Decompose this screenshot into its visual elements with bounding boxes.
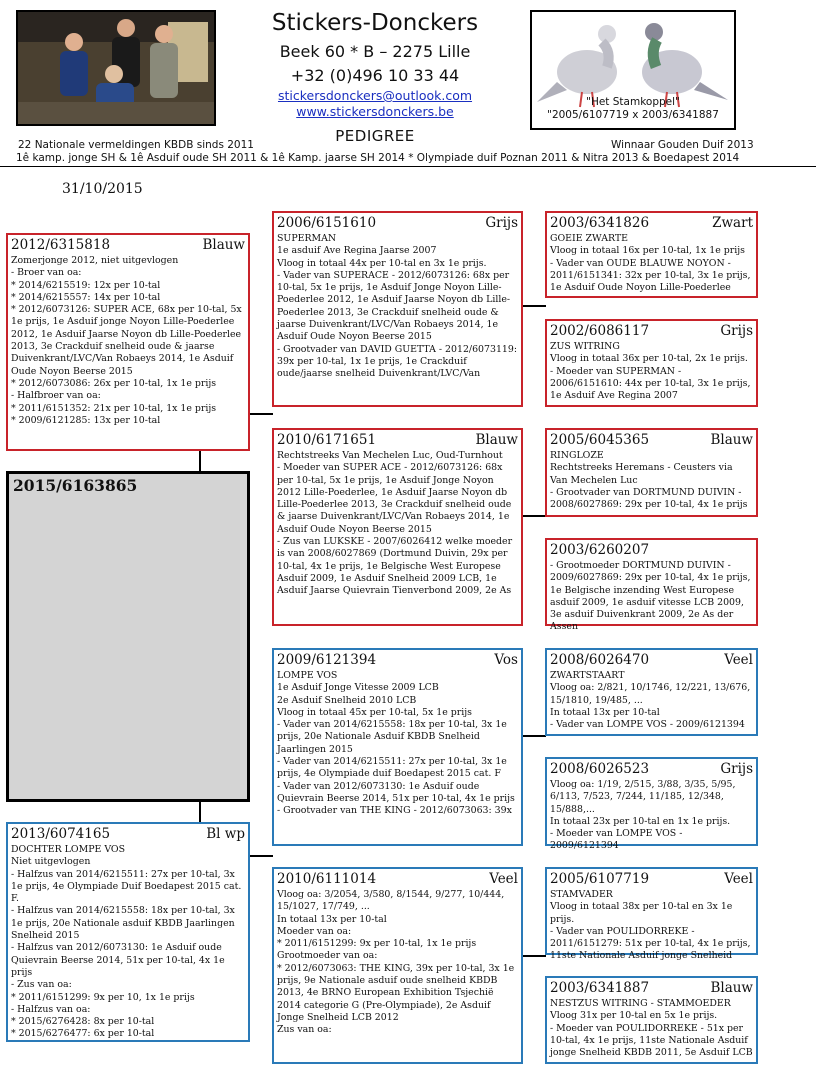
card-line: * 2014/6215557: 14x per 10-tal: [11, 291, 161, 303]
card-line: Zus van oa:: [277, 1024, 332, 1036]
plumage-color: Blauw: [710, 980, 753, 996]
card-header: [277, 432, 518, 449]
pedigree-card-dam: [6, 822, 250, 1042]
card-line: Vloog oa: 1/19, 2/515, 3/88, 3/35, 5/95, 6/113, 7/523, 7/244, 11/185, 12/348, 15/888,...: [550, 779, 736, 815]
card-header: [550, 980, 753, 997]
card-body: [277, 450, 518, 598]
card-line: * 2011/6151352: 21x per 10-tal, 1x 1e prijs: [11, 402, 217, 414]
pedigree-card-dds: [545, 867, 758, 962]
card-line: * 2012/6073126: SUPER ACE, 68x per 10-tal, 5x 1e prijs, 1e Asduif jonge Noyon Lille-Poederlee 2012, 1e Asduif Jaarse Noyon db Lille-Poederlee 2013, 3e Crackduif snelheid oude & jaarse Duivenkrant/LVC/Van Robaeys 2014, 1e Asduif Oude Noyon Beerse 2015: [11, 304, 242, 377]
card-line: - Moeder van LOMPE VOS - 2009/6121394: [550, 828, 683, 852]
breeder-email-link[interactable]: stickersdonckers@outlook.com: [277, 88, 473, 103]
card-line: * 2012/6073086: 26x per 10-tal, 1x 1e prijs: [11, 377, 217, 389]
card-line: Vloog oa: 3/2054, 3/580, 8/1544, 9/277, 10/444, 15/1027, 17/749, ...: [277, 889, 505, 913]
pedigree-card-ddd: [545, 976, 758, 1064]
card-line: Vloog in totaal 38x per 10-tal en 3x 1e prijs.: [550, 901, 733, 925]
card-body: [550, 450, 753, 511]
card-line: * 2015/6276428: 8x per 10-tal: [11, 1016, 155, 1028]
ring-number: 2009/6121394: [277, 652, 377, 668]
card-line: - Broer van oa:: [11, 267, 82, 279]
ring-number: 2013/6074165: [11, 826, 111, 842]
connector-line: [522, 305, 546, 307]
card-line: - Zus van oa:: [11, 979, 72, 991]
card-line: Rechtstreeks Heremans - Ceusters via Van Mechelen Luc: [550, 462, 733, 486]
card-line: - Vader van POULIDORREKE - 2011/6151279: 51x per 10-tal, 4x 1e prijs, 11ste Nationale Asduif jonge Snelheid: [550, 925, 751, 962]
family-photo: [16, 10, 216, 126]
card-line: - Vader van SUPERACE - 2012/6073126: 68x per 10-tal, 5x 1e prijs, 1e Asduif Jonge Noyon Lille-Poederlee 2012, 1e Asduif Jaarse Noyon db Lille-Poederlee 2013, 3e Crackduif snelheid oude & jaarse Duivenkrant/LVC/Van Robaeys 2014, 1e Asduif Oude Noyon Beerse 2015: [277, 269, 511, 343]
card-line: In totaal 13x per 10-tal: [550, 706, 660, 718]
card-line: - Halfzus van oa:: [11, 1003, 91, 1015]
card-body: [550, 889, 753, 963]
header-divider: [0, 166, 816, 167]
ring-number: 2003/6260207: [550, 542, 650, 558]
card-line: - Halfzus van 2014/6215558: 18x per 10-tal, 3x 1e prijs, 20e Nationale asduif KBDB Jaarlingen Snelheid 2015: [11, 905, 235, 942]
card-line: In totaal 23x per 10-tal en 1x 1e prijs.: [550, 815, 731, 827]
breeder-name: Stickers-Donckers: [271, 10, 479, 36]
card-body: [11, 844, 245, 1041]
connector-line: [249, 413, 273, 415]
plumage-color: Veel: [724, 652, 753, 668]
card-line: - Grootmoeder DORTMUND DUIVIN - 2009/6027869: 29x per 10-tal, 4x 1e prijs, 1e Belgische inzending West Europese asduif 2009, 1e asduif vitesse LCB 2009, 3e asduif Duivenkrant 2009, 2e As der Assen: [550, 560, 751, 633]
card-line: Zomerjonge 2012, niet uitgevlogen: [11, 255, 179, 266]
pedigree-card-dam-sire: [272, 648, 523, 846]
pedigree-card-sire-sire: [272, 211, 523, 407]
card-line: RINGLOZE: [550, 450, 604, 461]
ring-number: 2008/6026523: [550, 761, 650, 777]
card-line: - Vader van OUDE BLAUWE NOYON - 2011/6151341: 32x per 10-tal, 3x 1e prijs, 1e Asduif Oude Noyon Lille-Poederlee: [550, 257, 751, 294]
card-line: - Moeder van SUPERMAN - 2006/6151610: 44x per 10-tal, 3x 1e prijs, 1e Asduif Ave Regina 2007: [550, 365, 751, 402]
card-line: * 2014/6215519: 12x per 10-tal: [11, 279, 161, 291]
achievements-left: 22 Nationale vermeldingen KBDB sinds 2011: [18, 139, 254, 151]
card-line: Vloog in totaal 44x per 10-tal en 3x 1e prijs.: [277, 257, 487, 269]
plumage-color: Grijs: [720, 761, 753, 777]
card-line: 2e Asduif Snelheid 2010 LCB: [277, 694, 417, 706]
card-line: - Grootvader van THE KING - 2012/6073063: 39x: [277, 805, 512, 817]
breeder-website-link[interactable]: www.stickersdonckers.be: [296, 104, 454, 119]
card-body: [277, 670, 518, 818]
pedigree-card-dsd: [545, 757, 758, 852]
subject-ring: 2015/6163865: [13, 476, 138, 495]
card-line: GOEIE ZWARTE: [550, 233, 628, 244]
card-line: * 2015/6276477: 6x per 10-tal: [11, 1028, 155, 1040]
plumage-color: Zwart: [712, 215, 753, 231]
pedigree-title: PEDIGREE: [335, 127, 415, 145]
connector-line: [522, 955, 546, 957]
ring-number: 2005/6107719: [550, 871, 650, 887]
card-line: * 2011/6151299: 9x per 10, 1x 1e prijs: [11, 991, 195, 1003]
card-header: [550, 432, 753, 449]
pedigree-card-dss: [545, 648, 758, 736]
card-header: [550, 323, 753, 340]
pedigree-card-dam-dam: [272, 867, 523, 1064]
plumage-color: Grijs: [720, 323, 753, 339]
card-header: [277, 652, 518, 669]
ring-number: 2012/6315818: [11, 237, 111, 253]
card-line: LOMPE VOS: [277, 670, 338, 681]
card-header: [550, 761, 753, 778]
card-line: Grootmoeder van oa:: [277, 950, 378, 962]
pedigree-card-sire-dam: [272, 428, 523, 626]
card-line: - Vader van 2014/6215511: 27x per 10-tal, 3x 1e prijs, 4e Olympiade duif Boedapest 2015 cat. F: [277, 756, 507, 780]
card-header: [550, 542, 753, 559]
card-line: - Vader van 2014/6215558: 18x per 10-tal, 3x 1e prijs, 20e Nationale Asduif KBDB Snelheid Jaarlingen 2015: [277, 719, 507, 755]
pedigree-card-sdd: [545, 538, 758, 633]
card-line: In totaal 13x per 10-tal: [277, 913, 387, 925]
card-body: [550, 560, 753, 634]
pedigree-card-sire: [6, 233, 250, 451]
card-line: - Vader van 2012/6073130: 1e Asduif oude Quievrain Beerse 2014, 51x per 10-tal, 4x 1e prijs: [277, 780, 515, 804]
ring-number: 2006/6151610: [277, 215, 377, 231]
card-header: [550, 871, 753, 888]
ring-number: 2005/6045365: [550, 432, 650, 448]
ring-number: 2008/6026470: [550, 652, 650, 668]
plumage-color: Blauw: [202, 237, 245, 253]
plumage-color: Blauw: [475, 432, 518, 448]
plumage-color: Bl wp: [206, 826, 245, 842]
card-body: [550, 779, 753, 853]
card-line: Vloog 31x per 10-tal en 5x 1e prijs.: [550, 1010, 718, 1022]
card-line: ZWARTSTAART: [550, 670, 625, 681]
card-line: - Zus van LUKSKE - 2007/6026412 welke moeder is van 2008/6027869 (Dortmund Duivin, 29x per 10-tal, 4x 1e prijs, 1e Belgische West Europese Asduif 2009, 1e Asduif Snelheid 2009 LCB, 1e Asduif Jaarse Quievrain Tienverbond 2009, 2e As: [277, 536, 513, 597]
card-line: - Halfzus van 2012/6073130: 1e Asduif oude Quievrain Beerse 2014, 51x per 10-tal, 4x 1e prijs: [11, 942, 225, 978]
card-line: Vloog in totaal 36x per 10-tal, 2x 1e prijs.: [550, 353, 748, 365]
card-line: * 2011/6151299: 9x per 10-tal, 1x 1e prijs: [277, 938, 477, 950]
ring-number: 2010/6171651: [277, 432, 377, 448]
stamkoppel-caption: "Het Stamkoppel": [586, 96, 680, 108]
stamkoppel-rings: "2005/6107719 x 2003/6341887: [547, 109, 719, 121]
card-line: 1e Asduif Jonge Vitesse 2009 LCB: [277, 682, 439, 694]
pedigree-card-sds: [545, 428, 758, 517]
plumage-color: Blauw: [710, 432, 753, 448]
connector-line: [522, 515, 546, 517]
card-line: 1e asduif Ave Regina Jaarse 2007: [277, 245, 437, 257]
card-line: DOCHTER LOMPE VOS: [11, 844, 126, 855]
card-body: [277, 233, 518, 381]
card-line: SUPERMAN: [277, 233, 337, 244]
card-line: STAMVADER: [550, 889, 613, 900]
card-line: NESTZUS WITRING - STAMMOEDER: [550, 998, 731, 1009]
card-line: Moeder van oa:: [277, 925, 352, 937]
breeder-phone: +32 (0)496 10 33 44: [290, 66, 460, 85]
ring-number: 2003/6341826: [550, 215, 650, 231]
card-header: [550, 215, 753, 232]
card-header: [550, 652, 753, 669]
card-body: [550, 233, 753, 294]
subject-pigeon-box: [6, 471, 250, 802]
card-line: Vloog in totaal 45x per 10-tal, 5x 1e prijs: [277, 706, 472, 718]
achievements-right: Winnaar Gouden Duif 2013: [611, 139, 754, 151]
card-line: - Moeder van SUPER ACE - 2012/6073126: 68x per 10-tal, 5x 1e prijs, 1e Asduif Jonge Noyon 2012 Lille-Poederlee, 1e Asduif Jaarse Noyon db Lille-Poederlee 2013, 3e Crackduif snelheid oude & jaarse Duivenkrant/LVC/Van Robaeys 2014, 1e Asduif Oude Noyon Beerse 2015: [277, 462, 512, 535]
card-body: [550, 998, 753, 1059]
ring-number: 2010/6111014: [277, 871, 377, 887]
connector-line: [522, 735, 546, 737]
connector-line: [199, 451, 201, 471]
connector-line: [249, 855, 273, 857]
card-body: [550, 670, 753, 731]
card-body: [277, 889, 518, 1037]
card-header: [277, 871, 518, 888]
plumage-color: Vos: [494, 652, 518, 668]
card-line: Niet uitgevlogen: [11, 856, 91, 868]
pedigree-card-ssd: [545, 319, 758, 407]
card-body: [550, 341, 753, 402]
achievements-line: 1ê kamp. jonge SH & 1ê Asduif oude SH 2011 & 1ê Kamp. jaarse SH 2014 * Olympiade duif Poznan 2011 & Nitra 2013 & Boedapest 2014: [16, 152, 740, 164]
pedigree-card-sss: [545, 211, 758, 298]
ring-number: 2002/6086117: [550, 323, 650, 339]
card-line: Vloog in totaal 16x per 10-tal, 1x 1e prijs: [550, 245, 745, 257]
card-header: [11, 237, 245, 254]
plumage-color: Veel: [489, 871, 518, 887]
card-header: [277, 215, 518, 232]
ring-number: 2003/6341887: [550, 980, 650, 996]
card-line: - Vader van LOMPE VOS - 2009/6121394: [550, 719, 745, 731]
card-line: * 2012/6073063: THE KING, 39x per 10-tal, 3x 1e prijs, 9e Nationale asduif oude snelheid KBDB 2013, 4e BRNO European Exhibition Tsjechië 2014 categorie G (Pre-Olympiade), 2e Asduif Jonge Snelheid LCB 2012: [277, 962, 515, 1023]
plumage-color: Grijs: [485, 215, 518, 231]
card-line: - Grootvader van DORTMUND DUIVIN - 2008/6027869: 29x per 10-tal, 4x 1e prijs: [550, 486, 748, 511]
card-body: [11, 255, 245, 427]
card-line: - Halfzus van 2014/6215511: 27x per 10-tal, 3x 1e prijs, 4e Olympiade Duif Boedapest 2015 cat. F.: [11, 868, 242, 905]
card-line: ZUS WITRING: [550, 341, 620, 352]
connector-line: [199, 802, 201, 822]
card-line: * 2009/6121285: 13x per 10-tal: [11, 414, 161, 426]
card-line: Vloog oa: 2/821, 10/1746, 12/221, 13/676, 15/1810, 19/485, ...: [550, 682, 751, 706]
card-line: - Moeder van POULIDORREKE - 51x per 10-tal, 4x 1e prijs, 11ste Nationale Asduif jonge Snelheid KBDB 2011, 5e Asduif LCB: [550, 1022, 753, 1059]
card-line: - Grootvader van DAVID GUETTA - 2012/6073119: 39x per 10-tal, 1x 1e prijs, 1e Crackduif oude/jaarse snelheid Duivenkrant/LVC/Van: [277, 343, 517, 380]
plumage-color: Veel: [724, 871, 753, 887]
breeder-address: Beek 60 * B – 2275 Lille: [279, 42, 471, 61]
card-line: - Halfbroer van oa:: [11, 390, 101, 402]
pedigree-date: 31/10/2015: [62, 181, 143, 197]
card-line: Rechtstreeks Van Mechelen Luc, Oud-Turnhout: [277, 450, 503, 461]
card-header: [11, 826, 245, 843]
